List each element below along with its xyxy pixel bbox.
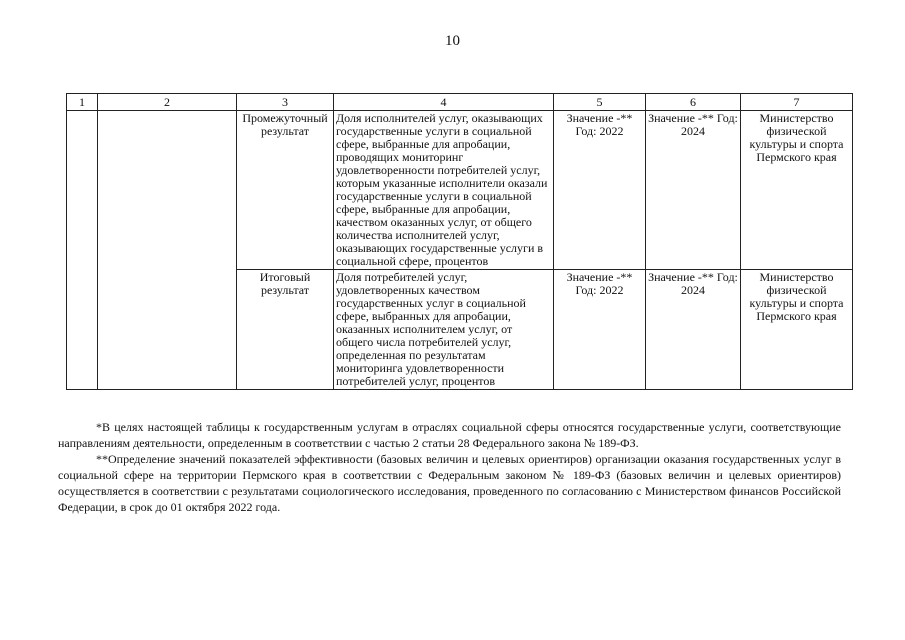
cell-col-2 <box>98 111 237 390</box>
indicator-description-cell: Доля исполнителей услуг, оказывающих государственные услуги в социальной сфере, выбранные для апробации, проводящих мониторинг удовлетворенности потребителей услуг, которым указанные исполнители оказали государственные услуги в социальной сфере, выбранные для апробации, качеством оказанных услуг, от общего количества исполнителей услуг, оказывающих государственные услуги в социальной сфере, процентов <box>334 111 554 270</box>
header-row <box>67 94 853 111</box>
result-type-cell: Промежуточный результат <box>237 111 334 270</box>
footnotes <box>58 419 841 515</box>
target-value-cell: Значение -** Год: 2024 <box>646 270 741 390</box>
base-value-cell: Значение -** Год: 2022 <box>554 111 646 270</box>
target-value-cell: Значение -** Год: 2024 <box>646 111 741 270</box>
header-col-1: 1 <box>67 94 98 111</box>
responsible-body-cell: Министерство физической культуры и спорта Пермского края <box>741 270 853 390</box>
header-col-2: 2 <box>98 94 237 111</box>
header-col-4: 4 <box>334 94 554 111</box>
responsible-body-cell: Министерство физической культуры и спорта Пермского края <box>741 111 853 270</box>
header-col-3: 3 <box>237 94 334 111</box>
footnote-2: **Определение значений показателей эффективности (базовых величин и целевых ориентиров) организации оказания государственных услуг в социальной сфере на территории Пермского края в соответствии с Федеральным законом № 189-ФЗ (базовых величин и целевых ориентиров) осуществляется в соответствии с результатами социологического исследования, проведенного по согласованию с Министерством финансов Российской Федерации, в срок до 01 октября 2022 года. <box>58 452 841 514</box>
indicators-table <box>66 93 853 390</box>
indicator-description-cell: Доля потребителей услуг, удовлетворенных качеством государственных услуг в социальной сфере, выбранных для апробации, оказанных исполнителем услуг, от общего числа потребителей услуг, определенная по результатам мониторинга удовлетворенности потребителей услуг, процентов <box>334 270 554 390</box>
result-type-cell: Итоговый результат <box>237 270 334 390</box>
header-col-6: 6 <box>646 94 741 111</box>
footnote-1: *В целях настоящей таблицы к государственным услугам в отраслях социальной сферы относятся государственные услуги, соответствующие направлениям деятельности, определенным в соответствии с частью 2 статьи 28 Федерального закона № 189-ФЗ. <box>58 420 841 450</box>
header-col-5: 5 <box>554 94 646 111</box>
cell-col-1 <box>67 111 98 390</box>
table-row <box>67 111 853 270</box>
base-value-cell: Значение -** Год: 2022 <box>554 270 646 390</box>
page-number: 10 <box>445 33 460 49</box>
header-col-7: 7 <box>741 94 853 111</box>
